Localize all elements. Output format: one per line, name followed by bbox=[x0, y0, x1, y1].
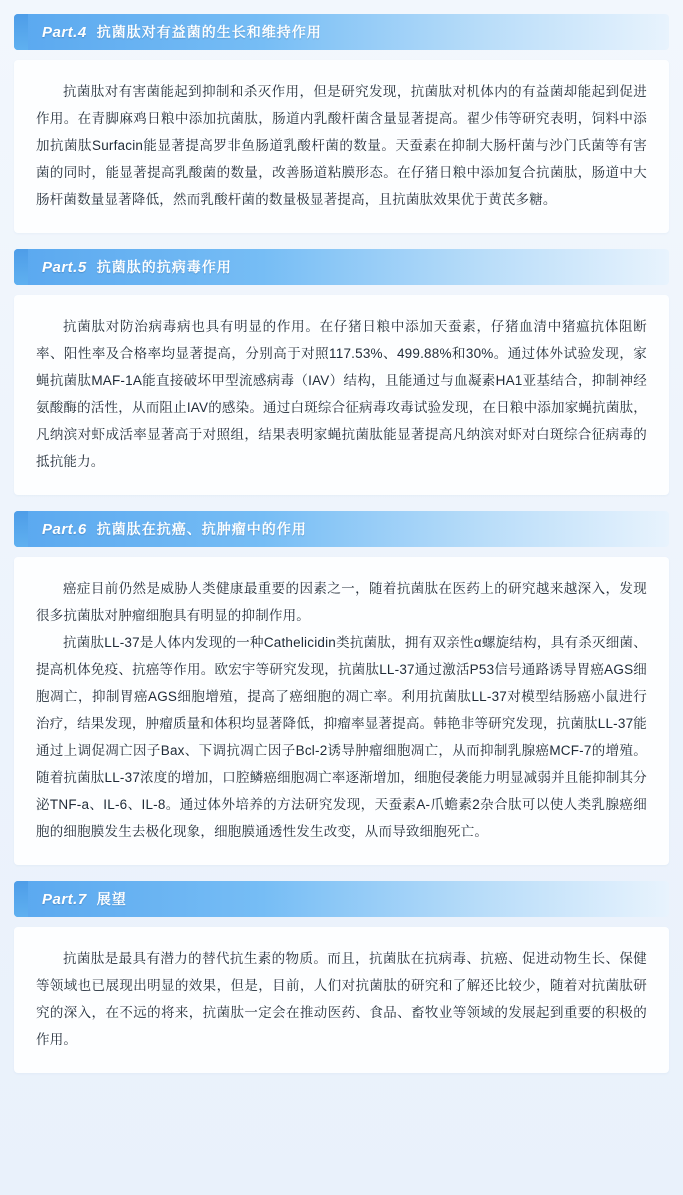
section-part-label: Part.5 bbox=[42, 258, 87, 276]
section-body-part-4 bbox=[14, 60, 669, 233]
section-title: 抗菌肽在抗癌、抗肿瘤中的作用 bbox=[96, 521, 307, 537]
section-part-6 bbox=[14, 511, 669, 865]
section-title: 抗菌肽对有益菌的生长和维持作用 bbox=[96, 24, 322, 40]
section-header-part-4 bbox=[14, 14, 669, 50]
section-header-part-7 bbox=[14, 881, 669, 917]
section-header-part-5 bbox=[14, 249, 669, 285]
section-part-4 bbox=[14, 14, 669, 233]
section-part-5 bbox=[14, 249, 669, 495]
paragraph: 抗菌肽对有害菌能起到抑制和杀灭作用，但是研究发现，抗菌肽对机体内的有益菌却能起到促进作用。在青脚麻鸡日粮中添加抗菌肽，肠道内乳酸杆菌含量显著提高。翟少伟等研究表明，饲料中添加抗菌肽Surfacin能显著提高罗非鱼肠道乳酸杆菌的数量。天蚕素在抑制大肠杆菌与沙门氏菌等有害菌的同时，能显著提高乳酸菌的数量，改善肠道粘膜形态。在仔猪日粮中添加复合抗菌肽，肠道中大肠杆菌数量显著降低，然而乳酸杆菌的数量极显著提高，且抗菌肽效果优于黄芪多糖。 bbox=[36, 84, 647, 207]
section-part-label: Part.4 bbox=[42, 23, 87, 41]
section-part-7 bbox=[14, 881, 669, 1073]
section-header-part-6 bbox=[14, 511, 669, 547]
section-body-part-6 bbox=[14, 557, 669, 865]
section-title: 展望 bbox=[96, 891, 127, 907]
section-title: 抗菌肽的抗病毒作用 bbox=[96, 259, 232, 275]
paragraph: 抗菌肽对防治病毒病也具有明显的作用。在仔猪日粮中添加天蚕素，仔猪血清中猪瘟抗体阻断率、阳性率及合格率均显著提高，分别高于对照117.53%、499.88%和30%。通过体外试验发现，家蝇抗菌肽MAF-1A能直接破坏甲型流感病毒（IAV）结构，且能通过与血凝素HA1亚基结合，抑制神经氨酸酶的活性，从而阻止IAV的感染。通过白斑综合征病毒攻毒试验发现，在日粮中添加家蝇抗菌肽，凡纳滨对虾成活率显著高于对照组，结果表明家蝇抗菌肽能显著提高凡纳滨对虾对白斑综合征病毒的抵抗能力。 bbox=[36, 319, 647, 469]
paragraph: 抗菌肽是最具有潜力的替代抗生素的物质。而且，抗菌肽在抗病毒、抗癌、促进动物生长、保健等领域也已展现出明显的效果，但是，目前，人们对抗菌肽的研究和了解还比较少，随着对抗菌肽研究的深入，在不远的将来，抗菌肽一定会在推动医药、食品、畜牧业等领域的发展起到重要的积极的作用。 bbox=[36, 951, 647, 1047]
paragraph: 癌症目前仍然是威胁人类健康最重要的因素之一，随着抗菌肽在医药上的研究越来越深入，发现很多抗菌肽对肿瘤细胞具有明显的抑制作用。 bbox=[36, 581, 647, 623]
section-part-label: Part.7 bbox=[42, 890, 87, 908]
section-body-part-7 bbox=[14, 927, 669, 1073]
section-body-part-5 bbox=[14, 295, 669, 495]
section-part-label: Part.6 bbox=[42, 520, 87, 538]
paragraph: 抗菌肽LL-37是人体内发现的一种Cathelicidin类抗菌肽，拥有双亲性α螺旋结构，具有杀灭细菌、提高机体免疫、抗癌等作用。欧宏宇等研究发现，抗菌肽LL-37通过激活P53信号通路诱导胃癌AGS细胞凋亡，抑制胃癌AGS细胞增殖，提高了癌细胞的凋亡率。利用抗菌肽LL-37对模型结肠癌小鼠进行治疗，结果发现，肿瘤质量和体积均显著降低，抑瘤率显著提高。韩艳非等研究发现，抗菌肽LL-37能通过上调促凋亡因子Bax、下调抗凋亡因子Bcl-2诱导肿瘤细胞凋亡，从而抑制乳腺癌MCF-7的增殖。随着抗菌肽LL-37浓度的增加，口腔鳞癌细胞凋亡率逐渐增加，细胞侵袭能力明显减弱并且能抑制其分泌TNF-a、IL-6、IL-8。通过体外培养的方法研究发现，天蚕素A-爪蟾素2杂合肽可以使人类乳腺癌细胞的细胞膜发生去极化现象，细胞膜通透性发生改变，从而导致细胞死亡。 bbox=[36, 635, 647, 839]
